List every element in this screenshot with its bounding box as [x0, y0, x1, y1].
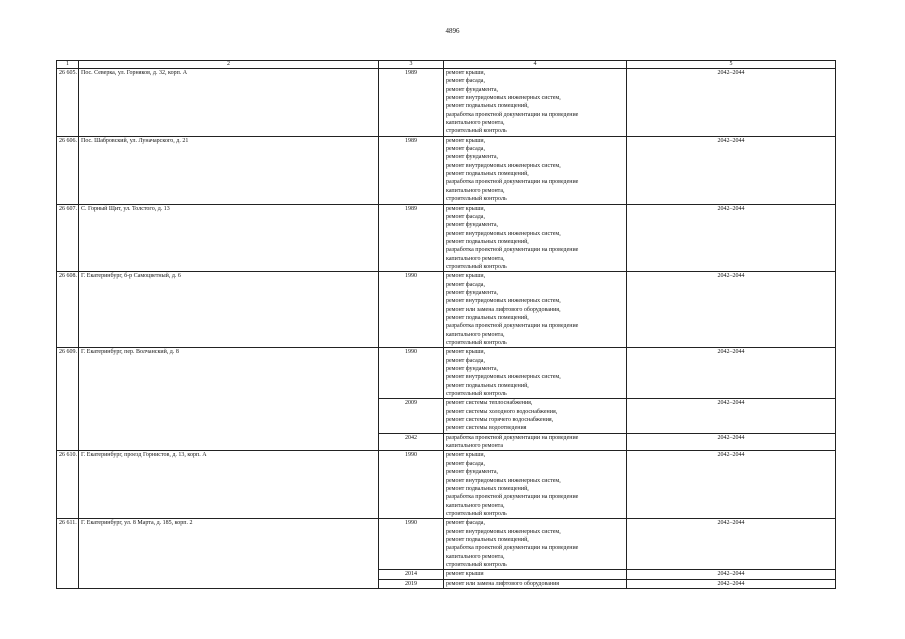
work-item: капитального ремонта [446, 443, 504, 450]
work-item: строительный контроль [446, 391, 507, 398]
work-item: ремонт внутридомовых инженерных систем, [446, 374, 561, 381]
work-item: ремонт внутридомовых инженерных систем, [446, 162, 561, 169]
works-cell [444, 519, 627, 570]
year-cell: 1990 [379, 519, 444, 570]
work-item: ремонт системы теплоснабжения, [446, 400, 533, 407]
work-item: капитального ремонта, [446, 553, 505, 560]
row-number: 26 610. [57, 451, 79, 519]
column-header-4: 4 [444, 61, 627, 69]
year-cell: 2019 [379, 579, 444, 588]
row-number: 26 609. [57, 348, 79, 451]
address-cell: Пос. Северка, ул. Горняков, д. 32, корп. А [79, 69, 379, 137]
period-cell: 2042–2044 [627, 204, 836, 272]
works-cell [444, 433, 627, 451]
work-item: ремонт фасада, [446, 146, 485, 153]
row-number: 26 607. [57, 204, 79, 272]
period-cell: 2042–2044 [627, 579, 836, 588]
period-cell: 2042–2044 [627, 451, 836, 519]
work-item: ремонт подвальных помещений, [446, 485, 529, 492]
work-item: разработка проектной документации на проведение [446, 179, 579, 186]
work-item: ремонт подвальных помещений, [446, 103, 529, 110]
year-cell: 1990 [379, 451, 444, 519]
work-item: ремонт крыши [446, 571, 484, 578]
work-item: ремонт или замена лифтового оборудования, [446, 306, 561, 313]
address-cell: Г. Екатеринбург, пер. Волчанский, д. 8 [79, 348, 379, 451]
work-item: разработка проектной документации на проведение [446, 111, 579, 118]
work-item: ремонт фундамента, [446, 86, 498, 93]
row-number: 26 606. [57, 136, 79, 204]
works-cell [444, 579, 627, 588]
work-item: ремонт фасада, [446, 213, 485, 220]
column-header-3: 3 [379, 61, 444, 69]
column-header-1: 1 [57, 61, 79, 69]
work-item: разработка проектной документации на проведение [446, 323, 579, 330]
period-cell: 2042–2044 [627, 348, 836, 399]
works-cell [444, 451, 627, 519]
work-item: ремонт внутридомовых инженерных систем, [446, 230, 561, 237]
work-item: ремонт системы горячего водоснабжения, [446, 417, 554, 424]
works-cell [444, 204, 627, 272]
table-row [57, 69, 836, 137]
work-item: ремонт внутридомовых инженерных систем, [446, 298, 561, 305]
year-cell: 2009 [379, 399, 444, 433]
table-row [57, 136, 836, 204]
work-item: строительный контроль [446, 510, 507, 517]
year-cell: 1989 [379, 136, 444, 204]
work-item: ремонт подвальных помещений, [446, 238, 529, 245]
work-item: ремонт подвальных помещений, [446, 171, 529, 178]
year-cell: 1989 [379, 69, 444, 137]
work-item: ремонт внутридомовых инженерных систем, [446, 95, 561, 102]
work-item: разработка проектной документации на проведение [446, 545, 579, 552]
work-item: капитального ремонта, [446, 331, 505, 338]
year-cell: 2042 [379, 433, 444, 451]
works-cell [444, 348, 627, 399]
period-cell: 2042–2044 [627, 136, 836, 204]
work-item: разработка проектной документации на проведение [446, 494, 579, 501]
work-item: ремонт системы водоотведения [446, 425, 527, 432]
year-cell: 2014 [379, 570, 444, 579]
work-item: ремонт фасада, [446, 460, 485, 467]
works-cell [444, 399, 627, 433]
table-row [57, 348, 836, 399]
period-cell: 2042–2044 [627, 519, 836, 570]
address-cell: С. Горный Щит, ул. Толстого, д. 13 [79, 204, 379, 272]
address-cell: Г. Екатеринбург, б-р Самоцветный, д. 6 [79, 272, 379, 348]
work-item: ремонт крыши, [446, 205, 486, 212]
repair-schedule-table [56, 60, 836, 589]
period-cell: 2042–2044 [627, 272, 836, 348]
work-item: ремонт подвальных помещений, [446, 314, 529, 321]
work-item: строительный контроль [446, 340, 507, 346]
table-row [57, 519, 836, 570]
table-row [57, 451, 836, 519]
works-cell [444, 570, 627, 579]
address-cell: Г. Екатеринбург, проезд Горнистов, д. 13, корп. А [79, 451, 379, 519]
work-item: ремонт крыши, [446, 137, 486, 144]
row-number: 26 605. [57, 69, 79, 137]
table-header-row [57, 61, 836, 69]
column-header-5: 5 [627, 61, 836, 69]
work-item: строительный контроль [446, 263, 507, 270]
work-item: ремонт крыши, [446, 349, 486, 356]
work-item: ремонт подвальных помещений, [446, 382, 529, 389]
work-item: ремонт фасада, [446, 357, 485, 364]
page-number: 4896 [445, 27, 460, 35]
period-cell: 2042–2044 [627, 433, 836, 451]
work-item: ремонт фасада, [446, 520, 485, 527]
work-item: ремонт внутридомовых инженерных систем, [446, 528, 561, 535]
row-number: 26 611. [57, 519, 79, 589]
year-cell: 1990 [379, 272, 444, 348]
works-cell [444, 136, 627, 204]
work-item: ремонт фундамента, [446, 154, 498, 161]
period-cell: 2042–2044 [627, 570, 836, 579]
works-cell [444, 69, 627, 137]
period-cell: 2042–2044 [627, 69, 836, 137]
work-item: строительный контроль [446, 196, 507, 203]
work-item: ремонт фасада, [446, 281, 485, 288]
work-item: капитального ремонта, [446, 120, 505, 127]
work-item: строительный контроль [446, 561, 507, 568]
work-item: ремонт фундамента, [446, 366, 498, 373]
column-header-2: 2 [79, 61, 379, 69]
work-item: капитального ремонта, [446, 502, 505, 509]
table-row [57, 204, 836, 272]
work-item: ремонт крыши, [446, 70, 486, 76]
year-cell: 1989 [379, 204, 444, 272]
work-item: ремонт подвальных помещений, [446, 536, 529, 543]
work-item: капитального ремонта, [446, 187, 505, 194]
work-item: ремонт внутридомовых инженерных систем, [446, 477, 561, 484]
work-item: ремонт фундамента, [446, 222, 498, 229]
table-row [57, 272, 836, 348]
works-cell [444, 272, 627, 348]
work-item: ремонт или замена лифтового оборудования [446, 580, 560, 587]
work-item: ремонт фасада, [446, 78, 485, 85]
work-item: ремонт системы холодного водоснабжения, [446, 408, 558, 415]
period-cell: 2042–2044 [627, 399, 836, 433]
work-item: строительный контроль [446, 128, 507, 135]
address-cell: Г. Екатеринбург, ул. 8 Марта, д. 185, корп. 2 [79, 519, 379, 589]
work-item: ремонт крыши, [446, 273, 486, 280]
work-item: разработка проектной документации на проведение [446, 434, 579, 441]
work-item: капитального ремонта, [446, 255, 505, 262]
work-item: ремонт фундамента, [446, 289, 498, 296]
year-cell: 1990 [379, 348, 444, 399]
work-item: разработка проектной документации на проведение [446, 247, 579, 254]
work-item: ремонт фундамента, [446, 469, 498, 476]
row-number: 26 608. [57, 272, 79, 348]
address-cell: Пос. Шабровский, ул. Луначарского, д. 21 [79, 136, 379, 204]
work-item: ремонт крыши, [446, 452, 486, 459]
